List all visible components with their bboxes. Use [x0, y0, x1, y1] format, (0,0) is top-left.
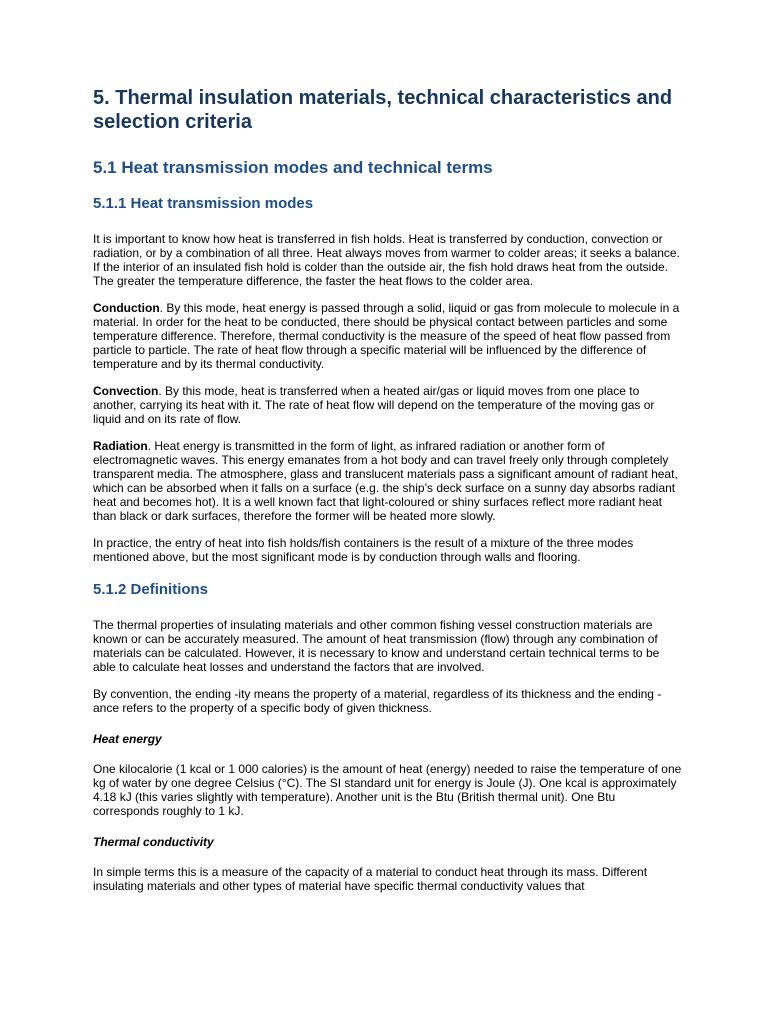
paragraph-convection: [93, 384, 683, 426]
section-heading-5-1-2: 5.1.2 Definitions: [93, 581, 209, 598]
subheading-heat-energy: Heat energy: [93, 732, 162, 746]
radiation-text: . Heat energy is transmitted in the form of light, as infrared radiation or another form of electromagnetic waves. This energy emanates from a hot body and can travel freely only through completely transparent media. The atmosphere, glass and translucent materials pass a significant amount of radiant heat, which can be absorbed when it falls on a surface (e.g. the ship’s deck surface on a sunny day absorbs radiant heat and becomes hot). It is a well known fact that light-coloured or shiny surfaces reflect more radiant heat than black or dark surfaces, therefore the former will be heated more slowly.: [93, 439, 678, 523]
term-radiation: Radiation: [93, 439, 148, 453]
conduction-text: . By this mode, heat energy is passed through a solid, liquid or gas from molecule to molecule in a material. In order for the heat to be conducted, there should be physical contact between particles and some temperature difference. Therefore, thermal conductivity is the measure of the speed of heat flow passed from particle to particle. The rate of heat flow through a specific material will be influenced by the difference of temperature and by its thermal conductivity.: [93, 301, 680, 371]
term-conduction: Conduction: [93, 301, 160, 315]
paragraph-radiation: [93, 439, 683, 523]
convection-text: . By this mode, heat is transferred when a heated air/gas or liquid moves from one place to another, carrying its heat with it. The rate of heat flow will depend on the temperature of the moving gas or liquid and on its rate of flow.: [93, 384, 655, 426]
paragraph-practice: In practice, the entry of heat into fish holds/fish containers is the result of a mixture of the three modes mentioned above, but the most significant mode is by conduction through walls and flooring.: [93, 536, 634, 564]
paragraph-thermal-conductivity: In simple terms this is a measure of the capacity of a material to conduct heat through its mass. Different insulating materials and other types of material have specific thermal conductivity values that: [93, 865, 648, 893]
paragraph-definitions-intro: The thermal properties of insulating materials and other common fishing vessel construction materials are known or can be accurately measured. The amount of heat transmission (flow) through any combination of materials can be calculated. However, it is necessary to know and understand certain technical terms to be able to calculate heat losses and understand the factors that are involved.: [93, 618, 660, 674]
section-heading-5-1: 5.1 Heat transmission modes and technical terms: [93, 158, 493, 177]
paragraph-heat-energy: One kilocalorie (1 kcal or 1 000 calories) is the amount of heat (energy) needed to raise the temperature of one kg of water by one degree Celsius (°C). The SI standard unit for energy is Joule (J). One kcal is approximately 4.18 kJ (this varies slightly with temperature). Another unit is the Btu (British thermal unit). One Btu corresponds roughly to 1 kJ.: [93, 762, 682, 818]
term-convection: Convection: [93, 384, 159, 398]
document-page: [93, 86, 683, 893]
paragraph-convention: By convention, the ending -ity means the property of a material, regardless of its thickness and the ending -ance refers to the property of a specific body of given thickness.: [93, 687, 662, 715]
subheading-thermal-conductivity: Thermal conductivity: [93, 835, 214, 849]
section-heading-5-1-1: 5.1.1 Heat transmission modes: [93, 195, 314, 212]
paragraph-conduction: [93, 301, 683, 371]
paragraph-intro: It is important to know how heat is transferred in fish holds. Heat is transferred by conduction, convection or radiation, or by a combination of all three. Heat always moves from warmer to colder areas; it seeks a balance. If the interior of an insulated fish hold is colder than the outside air, the fish hold draws heat from the outside. The greater the temperature difference, the faster the heat flows to the colder area.: [93, 232, 680, 288]
page-title: 5. Thermal insulation materials, technical characteristics and selection criteria: [93, 87, 673, 133]
